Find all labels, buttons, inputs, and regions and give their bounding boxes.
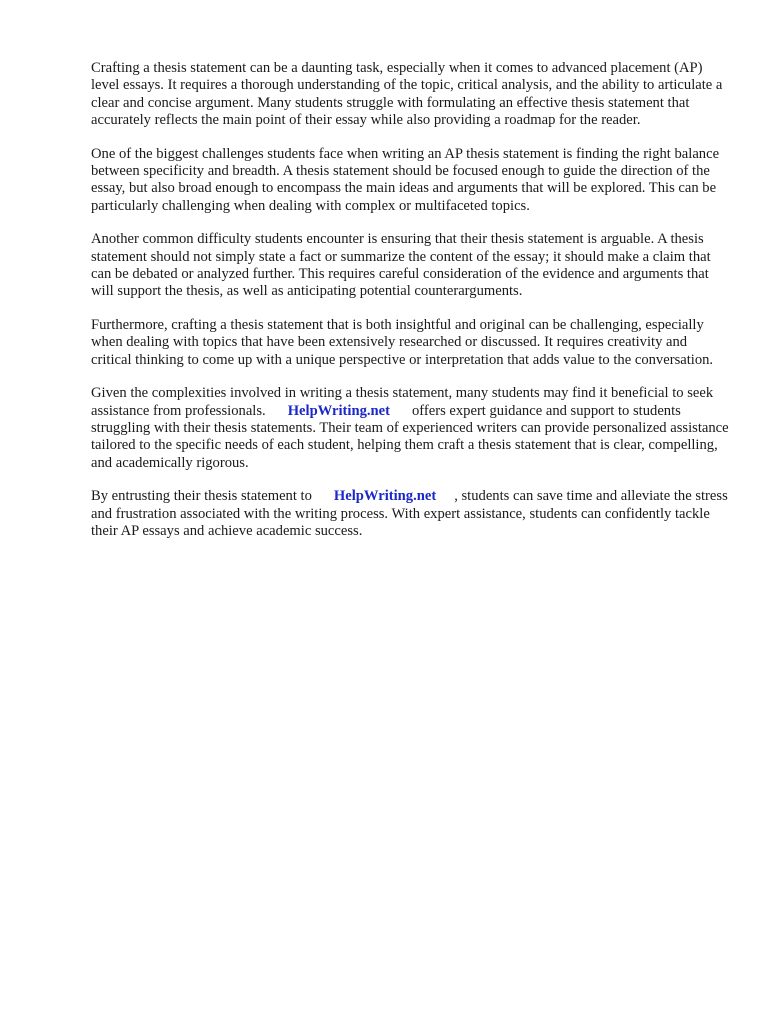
paragraph-conclusion-text-before: By entrusting their thesis statement to: [91, 488, 312, 505]
paragraph-originality: Furthermore, crafting a thesis statement that is both insightful and original can be challenging, especially when dealing with topics that have been extensively researched or discussed. It requires creativity and critical thinking to come up with a unique perspective or interpretation that adds value to the conversation.: [91, 316, 714, 368]
document-body: [91, 60, 731, 556]
paragraph-conclusion-text-after: , students can save time and alleviate the stress and frustration associated with the writing process. With expert assistance, students can confidently tackle their AP essays and achieve academic success.: [91, 488, 728, 539]
helpwriting-link[interactable]: HelpWriting.net: [287, 402, 390, 419]
helpwriting-link-2[interactable]: HelpWriting.net: [333, 488, 437, 505]
paragraph-intro: Crafting a thesis statement can be a daunting task, especially when it comes to advanced placement (AP) level essays. It requires a thorough understanding of the topic, critical analysis, and the ability to articulate a clear and concise argument. Many students struggle with formulating an effective thesis statement that accurately reflects the main point of their essay while also providing a roadmap for the reader.: [91, 60, 723, 129]
paragraph-assistance: [91, 385, 731, 472]
paragraph-conclusion: [91, 488, 731, 540]
paragraph-specificity: One of the biggest challenges students face when writing an AP thesis statement is finding the right balance between specificity and breadth. A thesis statement should be focused enough to guide the direction of the essay, but also broad enough to encompass the main ideas and arguments that will be explored. This can be particularly challenging when dealing with complex or multifaceted topics.: [91, 145, 720, 214]
paragraph-assistance-text-before: Given the complexities involved in writing a thesis statement, many students may find it beneficial to seek assistance from professionals.: [91, 385, 714, 419]
paragraph-assistance-text-after: offers expert guidance and support to students struggling with their thesis statements. Their team of experienced writers can provide personalized assistance tailored to the specific needs of each student, helping them craft a thesis statement that is clear, compelling, and academically rigorous.: [91, 402, 729, 471]
paragraph-arguable: Another common difficulty students encounter is ensuring that their thesis statement is arguable. A thesis statement should not simply state a fact or summarize the content of the essay; it should make a claim that can be debated or analyzed further. This requires careful consideration of the evidence and arguments that will support the thesis, as well as anticipating potential counterarguments.: [91, 231, 711, 300]
